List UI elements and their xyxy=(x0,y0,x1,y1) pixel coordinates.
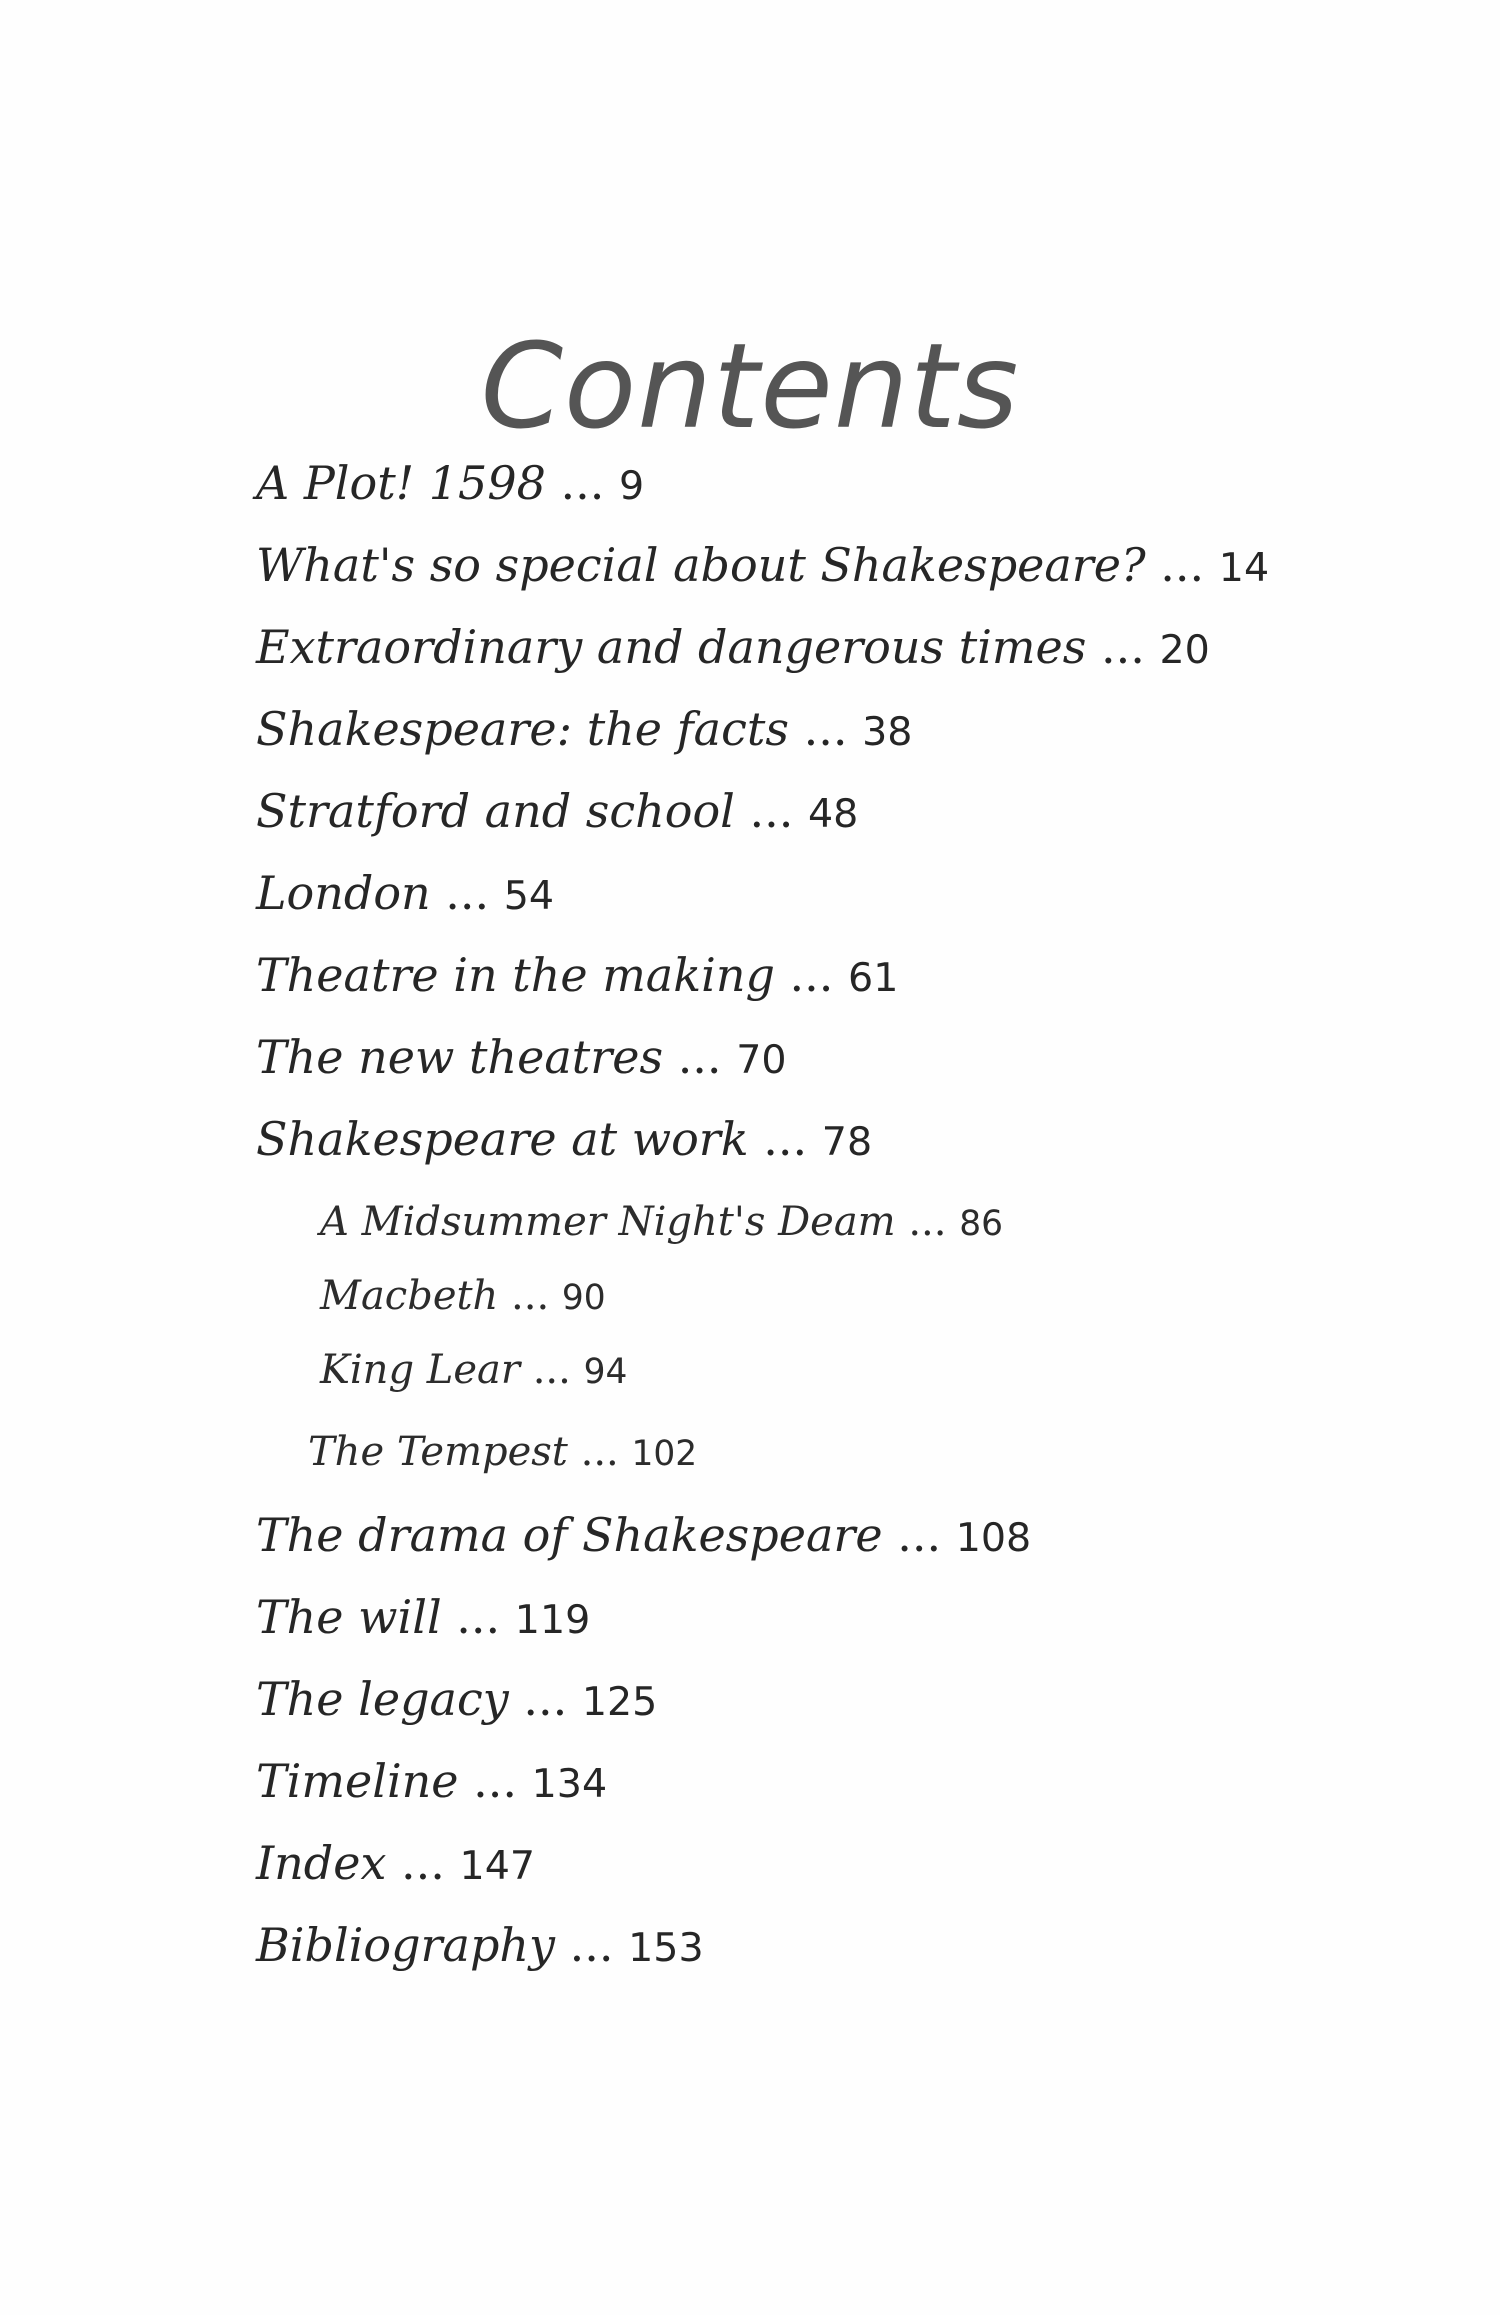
toc-entry-page: 86 xyxy=(959,1204,1003,1244)
toc-entry-page: 78 xyxy=(821,1119,873,1165)
toc-entry-page: 61 xyxy=(848,955,899,1001)
toc-entry-title: The new theatres xyxy=(256,1030,664,1084)
page-title: Contents xyxy=(480,317,1020,456)
toc-entry[interactable] xyxy=(256,866,555,920)
toc-entry[interactable] xyxy=(256,784,859,838)
toc-entry-page: 90 xyxy=(561,1278,606,1318)
toc-entry-title: The will xyxy=(256,1590,442,1644)
toc-entry-page: 54 xyxy=(503,873,555,919)
toc-entry[interactable] xyxy=(256,1590,591,1644)
toc-entry-title: King Lear xyxy=(320,1347,520,1393)
toc-entry-separator: ... xyxy=(445,866,490,920)
toc-entry[interactable] xyxy=(256,1030,787,1084)
toc-entry-title: Macbeth xyxy=(320,1273,499,1319)
toc-entry-title: Stratford and school xyxy=(256,784,735,838)
toc-entry-title: Bibliography xyxy=(256,1918,555,1972)
toc-entry-page: 125 xyxy=(581,1679,658,1725)
toc-entry-separator: ... xyxy=(511,1273,550,1319)
toc-entry-title: What's so special about Shakespeare? xyxy=(256,538,1146,592)
toc-entry[interactable] xyxy=(256,948,899,1002)
toc-entry-separator: ... xyxy=(763,1112,808,1166)
toc-entry-separator: ... xyxy=(789,948,834,1002)
toc-entry-page: 108 xyxy=(955,1515,1032,1561)
toc-entry[interactable] xyxy=(256,1672,658,1726)
toc-entry-separator: ... xyxy=(677,1030,722,1084)
toc-entry-title: The legacy xyxy=(256,1672,509,1726)
toc-entry-title: Shakespeare: the facts xyxy=(256,702,789,756)
toc-entry[interactable] xyxy=(256,1112,873,1166)
toc-entry-title: Extraordinary and dangerous times xyxy=(256,620,1087,674)
toc-entry[interactable] xyxy=(256,620,1210,674)
toc-entry-page: 153 xyxy=(628,1925,704,1971)
toc-entry-separator: ... xyxy=(803,702,848,756)
toc-entry-title: Timeline xyxy=(256,1754,459,1808)
toc-subentry[interactable] xyxy=(320,1199,1003,1245)
toc-entry-title: Index xyxy=(256,1836,387,1890)
toc-subentry[interactable] xyxy=(320,1347,628,1393)
toc-subentry[interactable] xyxy=(320,1273,606,1319)
toc-entry-page: 20 xyxy=(1159,627,1210,673)
toc-entry-separator: ... xyxy=(560,456,605,510)
toc-entry-page: 94 xyxy=(583,1352,628,1392)
toc-entry-title: A Plot! 1598 xyxy=(256,456,546,510)
toc-entry-title: Shakespeare at work xyxy=(256,1112,749,1166)
toc-entry[interactable] xyxy=(256,456,645,510)
toc-entry[interactable] xyxy=(256,1836,536,1890)
toc-entry-separator: ... xyxy=(1101,620,1145,674)
toc-entry-page: 134 xyxy=(531,1761,608,1807)
toc-entry-separator: ... xyxy=(580,1429,619,1475)
toc-entry-separator: ... xyxy=(523,1672,568,1726)
toc-entry-separator: ... xyxy=(401,1836,445,1890)
toc-entry-separator: ... xyxy=(532,1347,571,1393)
toc-entry[interactable] xyxy=(256,1918,704,1972)
toc-entry-separator: ... xyxy=(749,784,794,838)
toc-entry-page: 48 xyxy=(808,791,859,837)
toc-entry-separator: ... xyxy=(908,1199,947,1245)
toc-subentry[interactable] xyxy=(308,1429,698,1475)
toc-entry-separator: ... xyxy=(456,1590,501,1644)
toc-entry-separator: ... xyxy=(473,1754,518,1808)
toc-entry[interactable] xyxy=(256,538,1270,592)
toc-entry-title: The drama of Shakespeare xyxy=(256,1508,883,1562)
toc-entry-separator: ... xyxy=(1160,538,1205,592)
toc-entry-page: 38 xyxy=(862,709,913,755)
toc-entry-title: The Tempest xyxy=(308,1429,568,1475)
toc-entry-separator: ... xyxy=(569,1918,614,1972)
toc-entry-title: London xyxy=(256,866,431,920)
toc-entry-page: 14 xyxy=(1218,545,1270,591)
toc-entry-separator: ... xyxy=(897,1508,942,1562)
toc-entry[interactable] xyxy=(256,702,913,756)
toc-entry-page: 147 xyxy=(459,1843,536,1889)
toc-entry[interactable] xyxy=(256,1508,1032,1562)
toc-entry-page: 119 xyxy=(514,1597,591,1643)
toc-entry-page: 102 xyxy=(631,1434,698,1474)
toc-entry[interactable] xyxy=(256,1754,608,1808)
toc-entry-page: 70 xyxy=(736,1037,787,1083)
toc-entry-title: A Midsummer Night's Deam xyxy=(320,1199,896,1245)
toc-entry-title: Theatre in the making xyxy=(256,948,775,1002)
toc-entry-page: 9 xyxy=(618,463,645,509)
